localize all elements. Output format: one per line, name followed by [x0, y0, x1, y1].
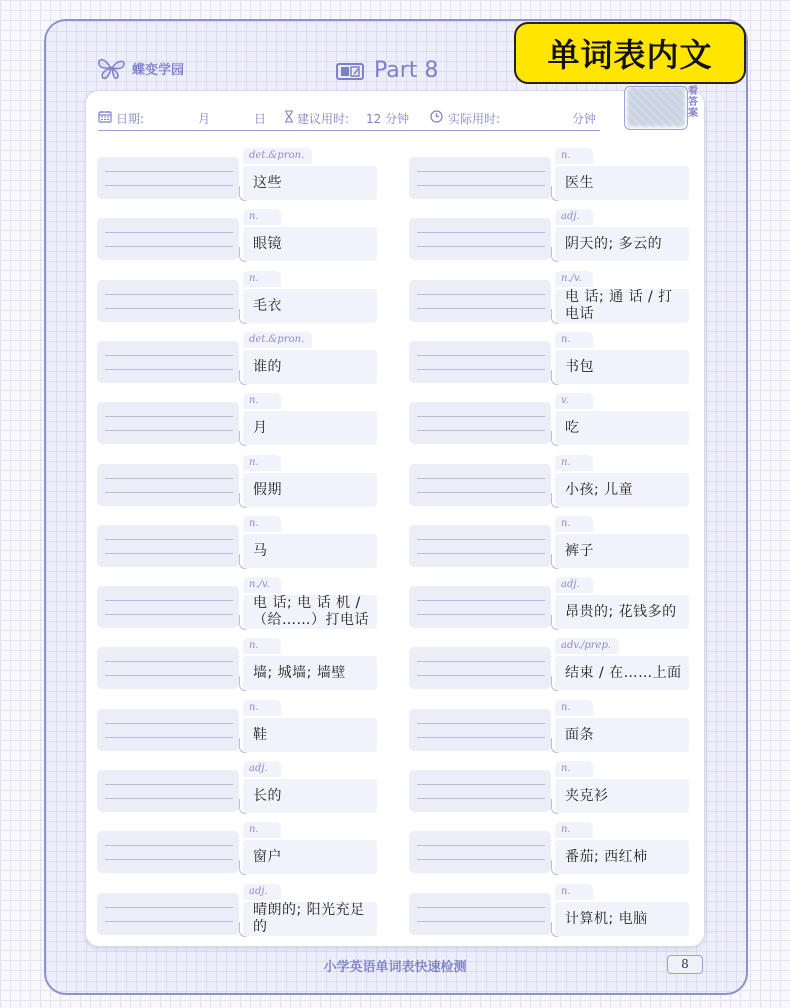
part-of-speech: n. [555, 822, 593, 838]
definition-text: 长的 [253, 787, 282, 804]
definition-text: 晴朗的; 阳光充足的 [253, 902, 365, 935]
vocab-entry [409, 211, 703, 261]
answer-field[interactable] [409, 341, 551, 383]
answer-field[interactable] [97, 218, 239, 260]
answer-field[interactable] [409, 280, 551, 322]
vocab-entry [97, 824, 391, 874]
part-of-speech: n. [243, 638, 281, 654]
vocab-entry [97, 763, 391, 813]
suggested-time-value: 12 分钟 [366, 112, 410, 126]
answer-field[interactable] [409, 770, 551, 812]
part-of-speech: n. [555, 700, 593, 716]
page-number: 8 [667, 955, 703, 974]
part-of-speech: adj. [243, 761, 281, 777]
vocab-entry [97, 886, 391, 936]
definition-text: 裤子 [565, 542, 594, 559]
part-of-speech: det.&pron. [243, 148, 312, 164]
vocab-entry [409, 518, 703, 568]
part-of-speech: adj. [243, 884, 281, 900]
answer-field[interactable] [97, 525, 239, 567]
definition-text: 谁的 [253, 358, 282, 375]
part-of-speech: n. [243, 393, 281, 409]
part-of-speech: n. [243, 822, 281, 838]
day-label: 日 [254, 112, 267, 126]
definition-text: 电 话; 通 话 / 打电话 [565, 289, 673, 322]
suggested-time-label: 建议用时: [297, 112, 350, 126]
vocab-entry [409, 640, 703, 690]
answer-field[interactable] [409, 464, 551, 506]
section-tag: 单词表内文 [514, 22, 746, 84]
part-of-speech: n. [243, 700, 281, 716]
answer-field[interactable] [409, 831, 551, 873]
definition-text: 番茄; 西红柿 [565, 848, 648, 865]
vocab-entry [97, 702, 391, 752]
answer-field[interactable] [409, 525, 551, 567]
part-of-speech: n. [243, 271, 281, 287]
answer-field[interactable] [409, 647, 551, 689]
answer-field[interactable] [97, 647, 239, 689]
actual-time-unit: 分钟 [572, 112, 597, 126]
part-of-speech: adj. [555, 577, 593, 593]
vocab-entry [409, 579, 703, 629]
definition-text: 医生 [565, 174, 594, 191]
part-of-speech: det.&pron. [243, 332, 312, 348]
definition-text: 夹克衫 [565, 787, 609, 804]
vocab-entry [97, 518, 391, 568]
date-label: 日期: [116, 112, 145, 126]
vocab-entry [409, 334, 703, 384]
definition-text: 小孩; 儿童 [565, 481, 634, 498]
vocab-entry [97, 457, 391, 507]
vocab-entry [409, 886, 703, 936]
actual-time-label: 实际用时: [448, 112, 501, 126]
definition-text: 书包 [565, 358, 594, 375]
vocab-entry [97, 150, 391, 200]
definition-text: 结束 / 在……上面 [565, 664, 682, 681]
definition-text: 眼镜 [253, 235, 282, 252]
answer-field[interactable] [409, 586, 551, 628]
footer-book-title: 小学英语单词表快速检测 [323, 960, 467, 975]
vocab-entry [409, 824, 703, 874]
part-of-speech: n. [555, 148, 593, 164]
definition-text: 毛衣 [253, 297, 282, 314]
answer-field[interactable] [97, 770, 239, 812]
definition-text: 马 [253, 542, 268, 559]
definition-text: 电 话; 电 话 机 /（给……）打电话 [253, 595, 369, 628]
vocab-entry [97, 273, 391, 323]
brand-name: 蝶变学园 [132, 62, 185, 78]
definition-text: 面条 [565, 726, 594, 743]
part-of-speech: n. [243, 455, 281, 471]
part-of-speech: n. [555, 332, 593, 348]
vocab-entry [409, 273, 703, 323]
part-of-speech: n. [243, 516, 281, 532]
answer-field[interactable] [97, 586, 239, 628]
answer-field[interactable] [97, 402, 239, 444]
vocab-entry [97, 211, 391, 261]
vocab-entry [97, 640, 391, 690]
vocab-entry [409, 457, 703, 507]
definition-text: 昂贵的; 花钱多的 [565, 603, 677, 620]
part-of-speech: n. [555, 884, 593, 900]
definition-text: 这些 [253, 174, 282, 191]
definition-text: 窗户 [253, 848, 282, 865]
answer-field[interactable] [97, 893, 239, 935]
definition-text: 假期 [253, 481, 282, 498]
definition-text: 墙; 城墙; 墙壁 [253, 664, 346, 681]
definition-text: 计算机; 电脑 [565, 910, 648, 927]
month-label: 月 [198, 112, 211, 126]
part-of-speech: n. [243, 209, 281, 225]
part-of-speech: adj. [555, 209, 593, 225]
definition-text: 月 [253, 419, 268, 436]
vocab-entry [409, 702, 703, 752]
vocab-entry [97, 395, 391, 445]
part-title-text: Part 8 [374, 58, 439, 83]
part-of-speech: n. [555, 761, 593, 777]
definition-text: 阴天的; 多云的 [565, 235, 663, 252]
vocab-entry [409, 395, 703, 445]
part-of-speech: n./v. [243, 577, 281, 593]
part-of-speech: n./v. [555, 271, 593, 287]
part-of-speech: n. [555, 455, 593, 471]
answer-field[interactable] [409, 893, 551, 935]
answer-field[interactable] [409, 157, 551, 199]
vocab-entry [97, 579, 391, 629]
part-of-speech: n. [555, 516, 593, 532]
answer-field[interactable] [97, 709, 239, 751]
answer-field[interactable] [97, 157, 239, 199]
vocab-entry [409, 763, 703, 813]
answer-field[interactable] [97, 464, 239, 506]
definition-text: 鞋 [253, 726, 268, 743]
answer-field[interactable] [409, 709, 551, 751]
answer-field[interactable] [97, 280, 239, 322]
answer-field[interactable] [409, 218, 551, 260]
definition-text: 吃 [565, 419, 580, 436]
part-of-speech: v. [555, 393, 593, 409]
answer-field[interactable] [409, 402, 551, 444]
vocab-entry [409, 150, 703, 200]
qr-answer-label: 看答案 [688, 86, 698, 119]
answer-field[interactable] [97, 831, 239, 873]
vocab-entry [97, 334, 391, 384]
answer-field[interactable] [97, 341, 239, 383]
part-of-speech: adv./prep. [555, 638, 619, 654]
